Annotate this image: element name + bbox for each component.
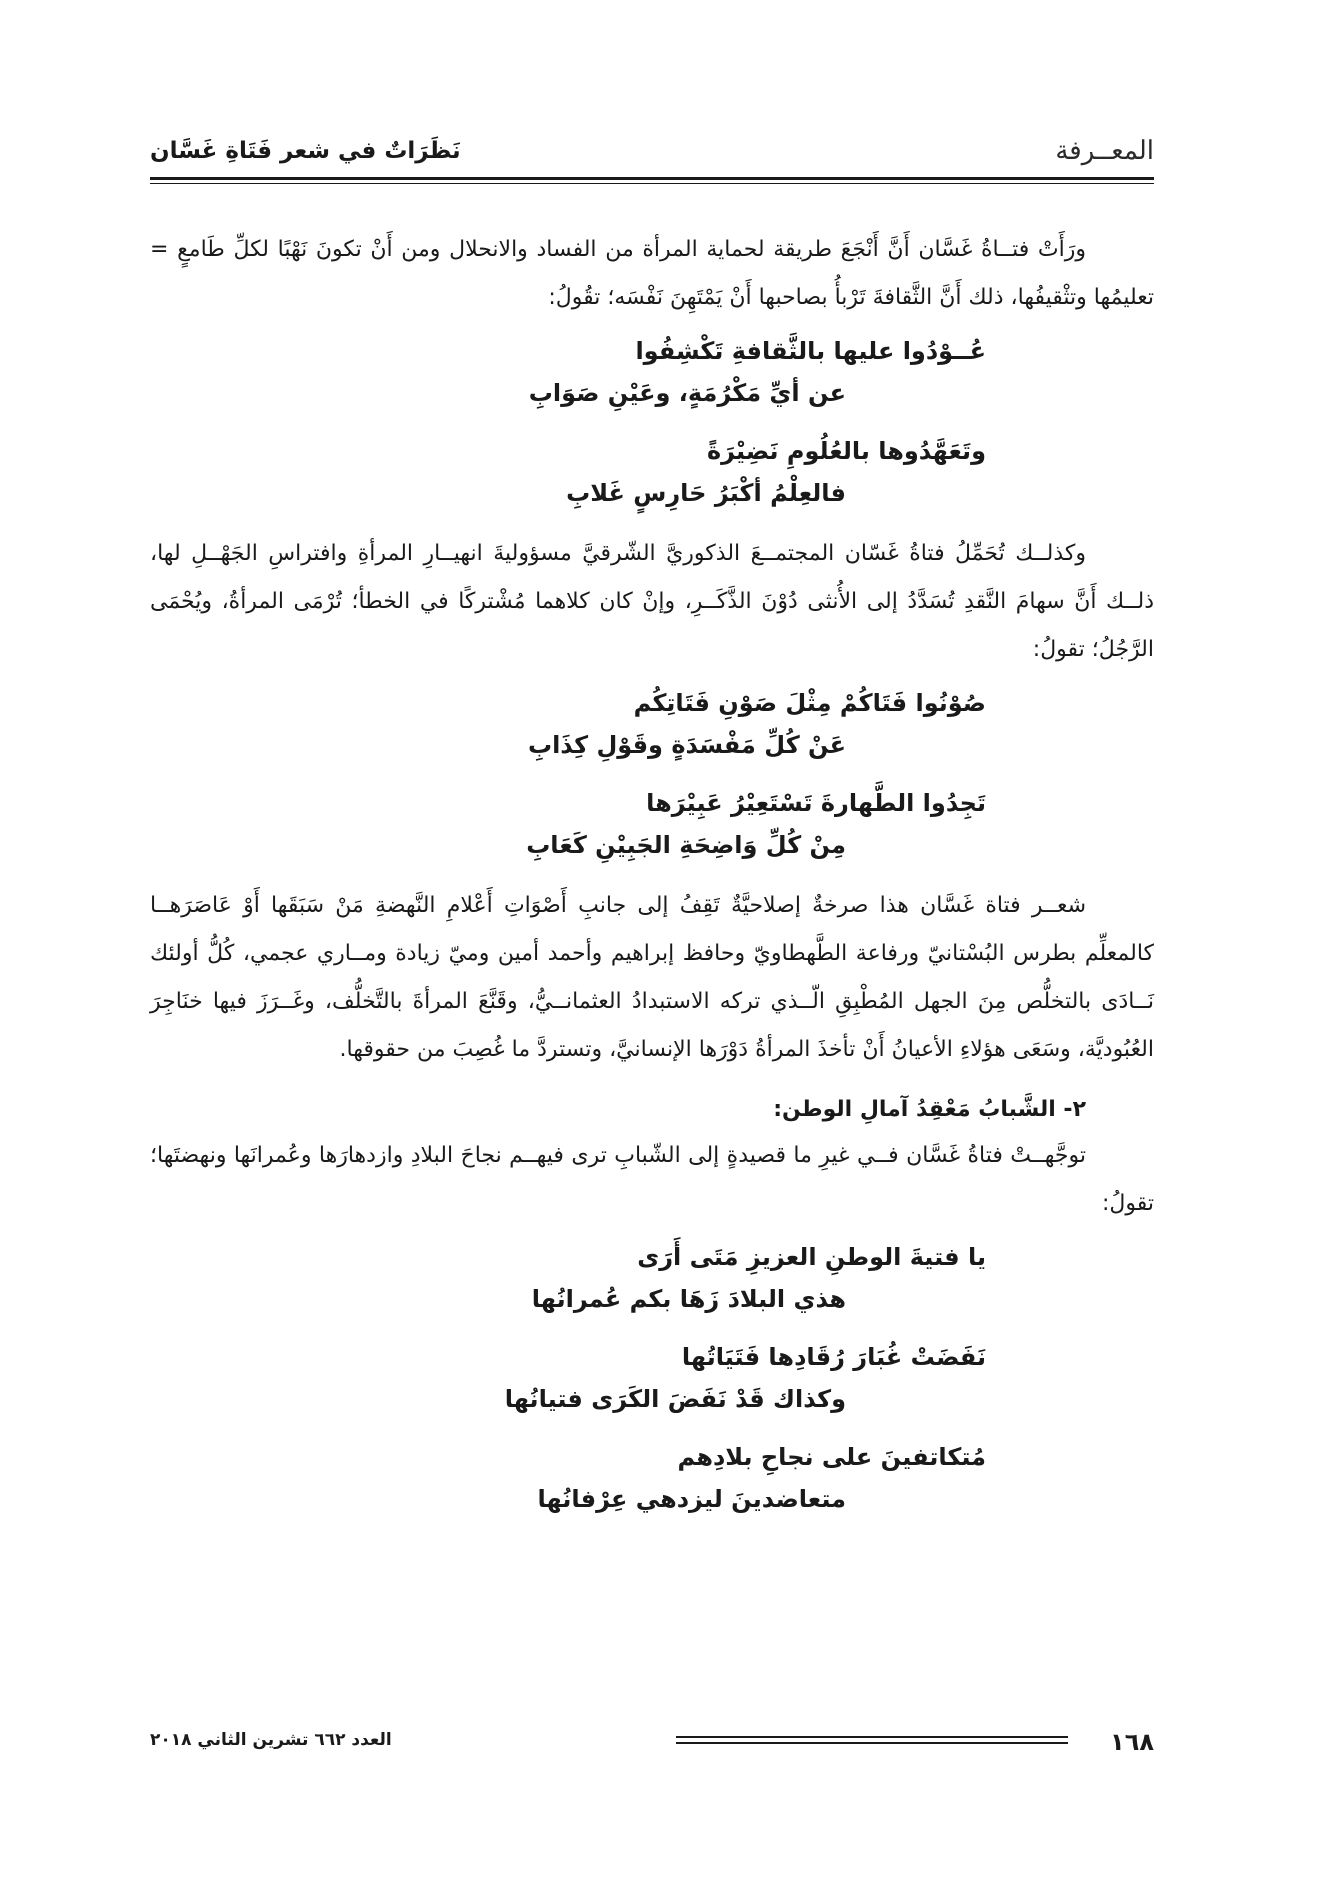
- verse-second-hemistich: فالعِلْمُ أكْبَرُ حَارِسٍ غَلابِ: [566, 479, 846, 507]
- poem-verse: [150, 1436, 1154, 1520]
- page-number: ١٦٨: [1110, 1728, 1154, 1756]
- verse-first-hemistich: نَفَضَتْ غُبَارَ رُقَادِها فَتَيَاتُها: [681, 1343, 986, 1371]
- verse-second-hemistich: عن أيِّ مَكْرُمَةٍ، وعَيْنِ صَوَابِ: [528, 379, 846, 407]
- magazine-logo: المعــرفة: [1055, 136, 1154, 166]
- section-heading: ٢- الشَّبابُ مَعْقِدُ آمالِ الوطن:: [773, 1097, 1086, 1122]
- verse-second-hemistich: مِنْ كُلِّ وَاضِحَةِ الجَبِيْنِ كَعَابِ: [526, 831, 846, 859]
- verse-first-hemistich: عُــوْدُوا عليها بالثَّقافةِ تَكْشِفُوا: [635, 337, 986, 365]
- poem-verse: [150, 782, 1154, 866]
- poem-verse: [150, 1236, 1154, 1320]
- poem-verse: [150, 682, 1154, 766]
- footer-rule: [676, 1736, 1068, 1744]
- poem-verse: [150, 330, 1154, 414]
- issue-info: العدد ٦٦٢ تشرين الثاني ٢٠١٨: [150, 1730, 392, 1750]
- header-rule-thin: [150, 183, 1154, 184]
- verse-first-hemistich: وتَعَهَّدُوها بالعُلُومِ نَضِيْرَةً: [706, 437, 986, 465]
- paragraph: شعــر فتاة غَسَّان هذا صرخةٌ إصلاحيَّةٌ تَقِفُ إلى جانبِ أَصْوَاتِ أَعْلامِ النَّهضةِ مَنْ سَبَقَها أَوْ عَاصَرَهــا كالمعلِّم بطرس البُسْتانيّ ورفاعة الطَّهطاويّ وحافظ إبراهيم وأحمد أمين وميّ زيادة ومــاري عجمي، كُلُّ أولئك نَــادَى بالتخلُّص مِنَ الجهل المُطْبِقِ الّــذي تركه الاستبدادُ العثمانــيُّ، وقَنَّعَ المرأةَ بالتَّخلُّف، وغَــرَزَ فيها خنَاجِرَ العُبُوديَّة، وسَعَى هؤلاءِ الأعيانُ أَنْ تأخذَ المرأةُ دَوْرَها الإنسانيَّ، وتستردَّ ما غُصِبَ من حقوقها.: [150, 893, 1154, 1062]
- poem-verse: [150, 1336, 1154, 1420]
- poem-block: [150, 682, 1154, 866]
- page-header: [150, 122, 1154, 176]
- verse-second-hemistich: هذي البلادَ زَهَا بكم عُمرانُها: [531, 1285, 846, 1313]
- verse-second-hemistich: متعاضدينَ ليزدهي عِرْفانُها: [537, 1485, 846, 1513]
- paragraph: وكذلــك تُحَمِّلُ فتاةُ غَسّان المجتمــعَ الذكوريَّ الشّرقيَّ مسؤوليةَ انهيــارِ المرأةِ وافتراسِ الجَهْــلِ لها، ذلــك أَنَّ سهامَ النَّقدِ تُسَدَّدُ إلى الأُنثى دُوْنَ الذَّكَــرِ، وإنْ كان كلاهما مُشْتركًا في الخطأ؛ تُرْمَى المرأةُ، ويُحْمَى الرَّجُلُ؛ تقولُ:: [150, 541, 1154, 662]
- verse-second-hemistich: عَنْ كُلِّ مَفْسَدَةٍ وقَوْلِ كِذَابِ: [527, 731, 846, 759]
- page-footer: [150, 1724, 1154, 1764]
- page-body: [150, 226, 1154, 1536]
- poem-block: [150, 330, 1154, 514]
- paragraph: ورَأَتْ فتــاةُ غَسَّان أَنَّ أَنْجَعَ طريقة لحماية المرأة من الفساد والانحلال ومن أَنْ تكونَ نَهْبًا لكلِّ طَامعٍ = تعليمُها وتثْقيفُها، ذلك أَنَّ الثَّقافةَ تَرْبأُ بصاحبها أَنْ يَمْتَهِنَ نَفْسَه؛ تقُولُ:: [150, 237, 1154, 310]
- running-title: نَظَرَاتٌ في شعر فَتَاةِ غَسَّان: [150, 138, 461, 164]
- verse-first-hemistich: تَجِدُوا الطَّهارةَ تَسْتَعِيْرُ عَبِيْرَها: [646, 789, 986, 817]
- verse-first-hemistich: يا فتيةَ الوطنِ العزيزِ مَتَى أَرَى: [637, 1243, 986, 1271]
- poem-verse: [150, 430, 1154, 514]
- verse-first-hemistich: مُتكاتفينَ على نجاحِ بلادِهم: [677, 1443, 986, 1471]
- paragraph: توجَّهــتْ فتاةُ غَسَّان فــي غيرِ ما قصيدةٍ إلى الشّبابِ ترى فيهــم نجاحَ البلادِ وازدهارَها وعُمرانَها ونهضتَها؛ تقولُ:: [150, 1143, 1154, 1216]
- verse-second-hemistich: وكذاك قَدْ نَفَضَ الكَرَى فتيانُها: [504, 1385, 846, 1413]
- poem-block: [150, 1236, 1154, 1520]
- header-rule: [150, 177, 1154, 180]
- verse-first-hemistich: صُوْنُوا فَتَاكُمْ مِثْلَ صَوْنِ فَتَاتِكُم: [633, 689, 986, 717]
